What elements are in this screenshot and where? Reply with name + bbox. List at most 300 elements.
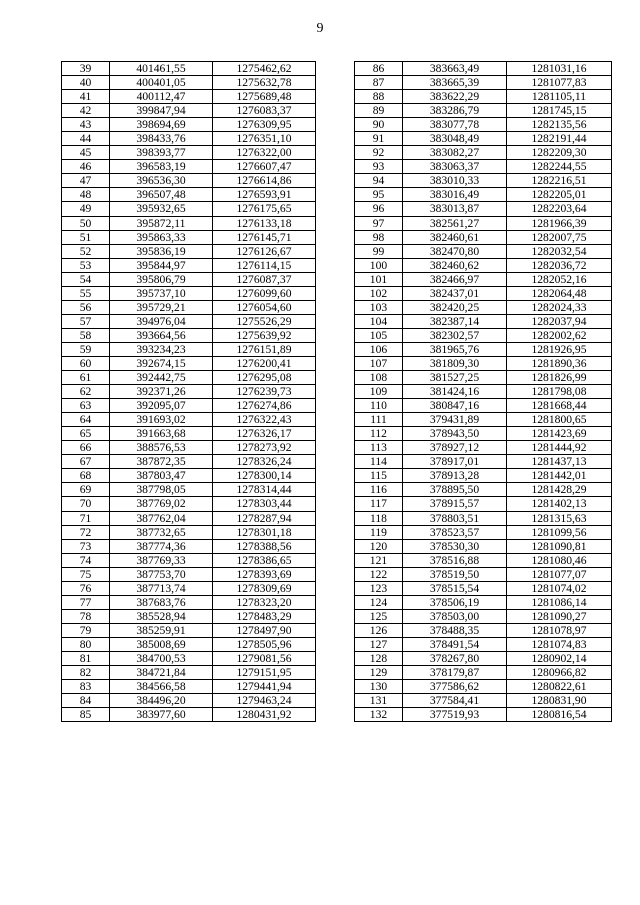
y-coordinate-cell: 1278497,90 [213, 623, 316, 637]
table-row [62, 90, 316, 104]
point-number-cell: 53 [62, 258, 110, 272]
x-coordinate-cell: 387732,65 [110, 525, 213, 539]
y-coordinate-cell: 1276309,95 [213, 118, 316, 132]
point-number-cell: 121 [355, 553, 403, 567]
table-row [355, 202, 612, 216]
x-coordinate-cell: 385008,69 [110, 637, 213, 651]
y-coordinate-cell: 1281031,16 [507, 62, 612, 76]
table-row [355, 371, 612, 385]
table-row [355, 399, 612, 413]
point-number-cell: 45 [62, 146, 110, 160]
x-coordinate-cell: 378913,28 [403, 469, 507, 483]
table-row [355, 328, 612, 342]
x-coordinate-cell: 395863,33 [110, 230, 213, 244]
point-number-cell: 84 [62, 694, 110, 708]
point-number-cell: 59 [62, 342, 110, 356]
x-coordinate-cell: 398393,77 [110, 146, 213, 160]
point-number-cell: 56 [62, 300, 110, 314]
y-coordinate-cell: 1276151,89 [213, 342, 316, 356]
point-number-cell: 60 [62, 356, 110, 370]
point-number-cell: 57 [62, 314, 110, 328]
point-number-cell: 68 [62, 469, 110, 483]
y-coordinate-cell: 1276099,60 [213, 286, 316, 300]
x-coordinate-cell: 382561,27 [403, 216, 507, 230]
y-coordinate-cell: 1278505,96 [213, 637, 316, 651]
y-coordinate-cell: 1281078,97 [507, 623, 612, 637]
table-row [355, 441, 612, 455]
x-coordinate-cell: 398433,76 [110, 132, 213, 146]
y-coordinate-cell: 1282037,94 [507, 314, 612, 328]
point-number-cell: 111 [355, 413, 403, 427]
y-coordinate-cell: 1278483,29 [213, 609, 316, 623]
x-coordinate-cell: 395932,65 [110, 202, 213, 216]
y-coordinate-cell: 1276145,71 [213, 230, 316, 244]
point-number-cell: 106 [355, 342, 403, 356]
x-coordinate-cell: 387774,36 [110, 539, 213, 553]
x-coordinate-cell: 383010,33 [403, 174, 507, 188]
point-number-cell: 115 [355, 469, 403, 483]
point-number-cell: 75 [62, 567, 110, 581]
x-coordinate-cell: 395729,21 [110, 300, 213, 314]
y-coordinate-cell: 1282203,64 [507, 202, 612, 216]
y-coordinate-cell: 1282135,56 [507, 118, 612, 132]
point-number-cell: 109 [355, 385, 403, 399]
point-number-cell: 55 [62, 286, 110, 300]
point-number-cell: 61 [62, 371, 110, 385]
x-coordinate-cell: 382420,25 [403, 300, 507, 314]
x-coordinate-cell: 381424,16 [403, 385, 507, 399]
point-number-cell: 126 [355, 623, 403, 637]
x-coordinate-cell: 378515,54 [403, 581, 507, 595]
point-number-cell: 49 [62, 202, 110, 216]
table-row [62, 413, 316, 427]
table-row [355, 160, 612, 174]
x-coordinate-cell: 378516,88 [403, 553, 507, 567]
point-number-cell: 48 [62, 188, 110, 202]
table-row [355, 694, 612, 708]
y-coordinate-cell: 1281086,14 [507, 595, 612, 609]
point-number-cell: 74 [62, 553, 110, 567]
y-coordinate-cell: 1281800,65 [507, 413, 612, 427]
x-coordinate-cell: 383013,87 [403, 202, 507, 216]
point-number-cell: 43 [62, 118, 110, 132]
x-coordinate-cell: 387753,70 [110, 567, 213, 581]
x-coordinate-cell: 387803,47 [110, 469, 213, 483]
table-row [62, 118, 316, 132]
table-row [355, 188, 612, 202]
table-row [62, 62, 316, 76]
table-row [62, 216, 316, 230]
point-number-cell: 122 [355, 567, 403, 581]
x-coordinate-cell: 382437,01 [403, 286, 507, 300]
table-row [62, 314, 316, 328]
y-coordinate-cell: 1278273,92 [213, 441, 316, 455]
table-row [355, 539, 612, 553]
y-coordinate-cell: 1276322,43 [213, 413, 316, 427]
y-coordinate-cell: 1280816,54 [507, 708, 612, 722]
x-coordinate-cell: 383063,37 [403, 160, 507, 174]
x-coordinate-cell: 377519,93 [403, 708, 507, 722]
y-coordinate-cell: 1276239,73 [213, 385, 316, 399]
table-row [355, 651, 612, 665]
table-row [355, 581, 612, 595]
x-coordinate-cell: 383663,49 [403, 62, 507, 76]
y-coordinate-cell: 1282032,54 [507, 244, 612, 258]
x-coordinate-cell: 382302,57 [403, 328, 507, 342]
y-coordinate-cell: 1276087,37 [213, 272, 316, 286]
x-coordinate-cell: 392442,75 [110, 371, 213, 385]
table-row [355, 258, 612, 272]
y-coordinate-cell: 1281668,44 [507, 399, 612, 413]
table-row [62, 680, 316, 694]
point-number-cell: 105 [355, 328, 403, 342]
table-row [62, 371, 316, 385]
point-number-cell: 85 [62, 708, 110, 722]
table-row [62, 356, 316, 370]
table-row [62, 609, 316, 623]
x-coordinate-cell: 387713,74 [110, 581, 213, 595]
page-number: 9 [316, 21, 324, 36]
table-row [62, 427, 316, 441]
x-coordinate-cell: 378915,57 [403, 497, 507, 511]
table-row [355, 286, 612, 300]
y-coordinate-cell: 1276083,37 [213, 104, 316, 118]
point-number-cell: 119 [355, 525, 403, 539]
point-number-cell: 107 [355, 356, 403, 370]
point-number-cell: 95 [355, 188, 403, 202]
x-coordinate-cell: 384566,58 [110, 680, 213, 694]
x-coordinate-cell: 395844,97 [110, 258, 213, 272]
table-row [355, 525, 612, 539]
y-coordinate-cell: 1280431,92 [213, 708, 316, 722]
point-number-cell: 86 [355, 62, 403, 76]
table-row [62, 132, 316, 146]
y-coordinate-cell: 1275639,92 [213, 328, 316, 342]
y-coordinate-cell: 1281077,83 [507, 76, 612, 90]
table-row [62, 441, 316, 455]
point-number-cell: 123 [355, 581, 403, 595]
table-row [62, 694, 316, 708]
point-number-cell: 54 [62, 272, 110, 286]
point-number-cell: 101 [355, 272, 403, 286]
x-coordinate-cell: 378895,50 [403, 483, 507, 497]
table-row [62, 146, 316, 160]
table-row [355, 708, 612, 722]
x-coordinate-cell: 383665,39 [403, 76, 507, 90]
x-coordinate-cell: 384721,84 [110, 666, 213, 680]
y-coordinate-cell: 1281890,36 [507, 356, 612, 370]
y-coordinate-cell: 1276126,67 [213, 244, 316, 258]
y-coordinate-cell: 1282052,16 [507, 272, 612, 286]
table-row [62, 300, 316, 314]
y-coordinate-cell: 1281105,11 [507, 90, 612, 104]
x-coordinate-cell: 400401,05 [110, 76, 213, 90]
table-row [355, 104, 612, 118]
x-coordinate-cell: 382470,80 [403, 244, 507, 258]
x-coordinate-cell: 381809,30 [403, 356, 507, 370]
y-coordinate-cell: 1278303,44 [213, 497, 316, 511]
x-coordinate-cell: 383286,79 [403, 104, 507, 118]
x-coordinate-cell: 378503,00 [403, 609, 507, 623]
x-coordinate-cell: 400112,47 [110, 90, 213, 104]
table-row [355, 230, 612, 244]
y-coordinate-cell: 1282205,01 [507, 188, 612, 202]
x-coordinate-cell: 395737,10 [110, 286, 213, 300]
point-number-cell: 51 [62, 230, 110, 244]
y-coordinate-cell: 1280822,61 [507, 680, 612, 694]
table-row [62, 637, 316, 651]
x-coordinate-cell: 393234,23 [110, 342, 213, 356]
y-coordinate-cell: 1282244,55 [507, 160, 612, 174]
point-number-cell: 117 [355, 497, 403, 511]
y-coordinate-cell: 1281099,56 [507, 525, 612, 539]
table-row [355, 666, 612, 680]
table-row [355, 623, 612, 637]
point-number-cell: 72 [62, 525, 110, 539]
x-coordinate-cell: 383016,49 [403, 188, 507, 202]
x-coordinate-cell: 396536,30 [110, 174, 213, 188]
y-coordinate-cell: 1279151,95 [213, 666, 316, 680]
point-number-cell: 98 [355, 230, 403, 244]
table-row [62, 174, 316, 188]
y-coordinate-cell: 1282209,30 [507, 146, 612, 160]
point-number-cell: 132 [355, 708, 403, 722]
y-coordinate-cell: 1276326,17 [213, 427, 316, 441]
y-coordinate-cell: 1281437,13 [507, 455, 612, 469]
y-coordinate-cell: 1276175,65 [213, 202, 316, 216]
y-coordinate-cell: 1275462,62 [213, 62, 316, 76]
table-row [355, 427, 612, 441]
x-coordinate-cell: 387762,04 [110, 511, 213, 525]
y-coordinate-cell: 1278388,56 [213, 539, 316, 553]
point-number-cell: 104 [355, 314, 403, 328]
point-number-cell: 83 [62, 680, 110, 694]
table-row [62, 328, 316, 342]
y-coordinate-cell: 1275526,29 [213, 314, 316, 328]
table-row [355, 553, 612, 567]
y-coordinate-cell: 1281423,69 [507, 427, 612, 441]
x-coordinate-cell: 380847,16 [403, 399, 507, 413]
x-coordinate-cell: 395872,11 [110, 216, 213, 230]
table-row [355, 314, 612, 328]
y-coordinate-cell: 1276351,10 [213, 132, 316, 146]
y-coordinate-cell: 1282216,51 [507, 174, 612, 188]
x-coordinate-cell: 383977,60 [110, 708, 213, 722]
table-row [62, 469, 316, 483]
point-number-cell: 44 [62, 132, 110, 146]
x-coordinate-cell: 383077,78 [403, 118, 507, 132]
y-coordinate-cell: 1280902,14 [507, 651, 612, 665]
point-number-cell: 52 [62, 244, 110, 258]
y-coordinate-cell: 1276614,86 [213, 174, 316, 188]
point-number-cell: 41 [62, 90, 110, 104]
table-row [355, 76, 612, 90]
x-coordinate-cell: 387769,02 [110, 497, 213, 511]
point-number-cell: 88 [355, 90, 403, 104]
table-row [355, 483, 612, 497]
point-number-cell: 69 [62, 483, 110, 497]
table-row [355, 637, 612, 651]
point-number-cell: 110 [355, 399, 403, 413]
y-coordinate-cell: 1281090,27 [507, 609, 612, 623]
point-number-cell: 116 [355, 483, 403, 497]
point-number-cell: 120 [355, 539, 403, 553]
x-coordinate-cell: 378803,51 [403, 511, 507, 525]
table-row [62, 497, 316, 511]
table-row [62, 385, 316, 399]
x-coordinate-cell: 383622,29 [403, 90, 507, 104]
x-coordinate-cell: 377586,62 [403, 680, 507, 694]
table-row [62, 188, 316, 202]
point-number-cell: 96 [355, 202, 403, 216]
y-coordinate-cell: 1280831,90 [507, 694, 612, 708]
point-number-cell: 91 [355, 132, 403, 146]
y-coordinate-cell: 1281926,95 [507, 342, 612, 356]
table-row [62, 483, 316, 497]
point-number-cell: 102 [355, 286, 403, 300]
point-number-cell: 99 [355, 244, 403, 258]
point-number-cell: 114 [355, 455, 403, 469]
x-coordinate-cell: 383048,49 [403, 132, 507, 146]
table-row [355, 469, 612, 483]
point-number-cell: 94 [355, 174, 403, 188]
table-row [62, 666, 316, 680]
x-coordinate-cell: 388576,53 [110, 441, 213, 455]
x-coordinate-cell: 382466,97 [403, 272, 507, 286]
x-coordinate-cell: 382460,61 [403, 230, 507, 244]
table-row [62, 581, 316, 595]
x-coordinate-cell: 393664,56 [110, 328, 213, 342]
x-coordinate-cell: 391663,68 [110, 427, 213, 441]
point-number-cell: 124 [355, 595, 403, 609]
y-coordinate-cell: 1282036,72 [507, 258, 612, 272]
y-coordinate-cell: 1282002,62 [507, 328, 612, 342]
table-row [62, 539, 316, 553]
point-number-cell: 42 [62, 104, 110, 118]
point-number-cell: 128 [355, 651, 403, 665]
table-row [62, 160, 316, 174]
point-number-cell: 90 [355, 118, 403, 132]
x-coordinate-cell: 378917,01 [403, 455, 507, 469]
x-coordinate-cell: 391693,02 [110, 413, 213, 427]
y-coordinate-cell: 1278301,18 [213, 525, 316, 539]
x-coordinate-cell: 387769,33 [110, 553, 213, 567]
y-coordinate-cell: 1281745,15 [507, 104, 612, 118]
table-row [355, 455, 612, 469]
y-coordinate-cell: 1281074,02 [507, 581, 612, 595]
y-coordinate-cell: 1281442,01 [507, 469, 612, 483]
table-row [355, 300, 612, 314]
y-coordinate-cell: 1282007,75 [507, 230, 612, 244]
x-coordinate-cell: 387798,05 [110, 483, 213, 497]
point-number-cell: 63 [62, 399, 110, 413]
table-row [62, 258, 316, 272]
y-coordinate-cell: 1275632,78 [213, 76, 316, 90]
y-coordinate-cell: 1281074,83 [507, 637, 612, 651]
y-coordinate-cell: 1282064,48 [507, 286, 612, 300]
table-row [62, 455, 316, 469]
point-number-cell: 46 [62, 160, 110, 174]
table-row [62, 342, 316, 356]
point-number-cell: 130 [355, 680, 403, 694]
table-row [355, 356, 612, 370]
table-row [355, 244, 612, 258]
x-coordinate-cell: 385259,91 [110, 623, 213, 637]
x-coordinate-cell: 396583,19 [110, 160, 213, 174]
x-coordinate-cell: 378523,57 [403, 525, 507, 539]
x-coordinate-cell: 392371,26 [110, 385, 213, 399]
table-row [355, 146, 612, 160]
x-coordinate-cell: 381965,76 [403, 342, 507, 356]
point-number-cell: 100 [355, 258, 403, 272]
y-coordinate-cell: 1275689,48 [213, 90, 316, 104]
y-coordinate-cell: 1278323,20 [213, 595, 316, 609]
table-row [355, 567, 612, 581]
table-row [355, 595, 612, 609]
table-row [355, 118, 612, 132]
table-row [62, 202, 316, 216]
table-row [62, 104, 316, 118]
y-coordinate-cell: 1282191,44 [507, 132, 612, 146]
y-coordinate-cell: 1278314,44 [213, 483, 316, 497]
table-row [355, 385, 612, 399]
y-coordinate-cell: 1276114,15 [213, 258, 316, 272]
point-number-cell: 131 [355, 694, 403, 708]
point-number-cell: 78 [62, 609, 110, 623]
y-coordinate-cell: 1281826,99 [507, 371, 612, 385]
coordinates-table-right [354, 61, 612, 722]
table-row [62, 286, 316, 300]
y-coordinate-cell: 1278309,69 [213, 581, 316, 595]
table-row [355, 413, 612, 427]
point-number-cell: 89 [355, 104, 403, 118]
x-coordinate-cell: 381527,25 [403, 371, 507, 385]
table-row [355, 216, 612, 230]
x-coordinate-cell: 395836,19 [110, 244, 213, 258]
y-coordinate-cell: 1278393,69 [213, 567, 316, 581]
y-coordinate-cell: 1281428,29 [507, 483, 612, 497]
point-number-cell: 113 [355, 441, 403, 455]
table-row [355, 511, 612, 525]
y-coordinate-cell: 1281090,81 [507, 539, 612, 553]
x-coordinate-cell: 394976,04 [110, 314, 213, 328]
table-row [62, 525, 316, 539]
point-number-cell: 71 [62, 511, 110, 525]
y-coordinate-cell: 1281444,92 [507, 441, 612, 455]
table-row [62, 230, 316, 244]
table-row [355, 62, 612, 76]
y-coordinate-cell: 1281080,46 [507, 553, 612, 567]
point-number-cell: 103 [355, 300, 403, 314]
x-coordinate-cell: 387683,76 [110, 595, 213, 609]
point-number-cell: 66 [62, 441, 110, 455]
point-number-cell: 81 [62, 651, 110, 665]
table-row [355, 680, 612, 694]
y-coordinate-cell: 1279463,24 [213, 694, 316, 708]
point-number-cell: 62 [62, 385, 110, 399]
y-coordinate-cell: 1282024,33 [507, 300, 612, 314]
table-row [355, 342, 612, 356]
y-coordinate-cell: 1281798,08 [507, 385, 612, 399]
point-number-cell: 129 [355, 666, 403, 680]
y-coordinate-cell: 1281315,63 [507, 511, 612, 525]
point-number-cell: 108 [355, 371, 403, 385]
y-coordinate-cell: 1279081,56 [213, 651, 316, 665]
y-coordinate-cell: 1278287,94 [213, 511, 316, 525]
point-number-cell: 118 [355, 511, 403, 525]
y-coordinate-cell: 1279441,94 [213, 680, 316, 694]
point-number-cell: 127 [355, 637, 403, 651]
